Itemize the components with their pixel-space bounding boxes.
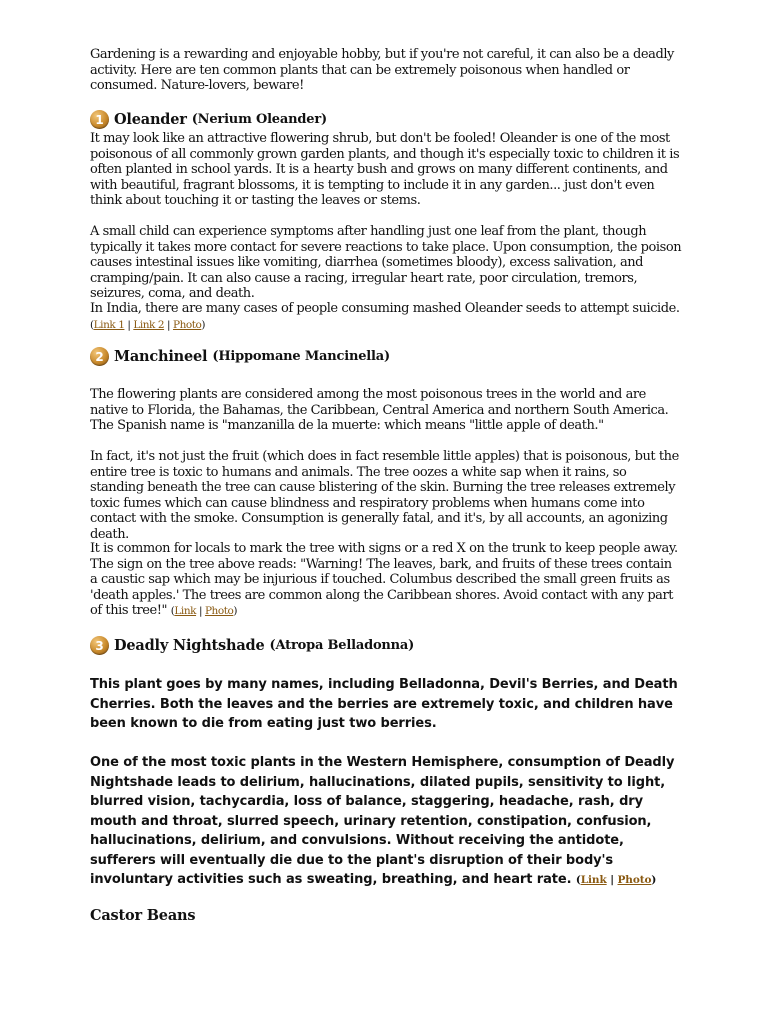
close-paren: ) [201, 318, 206, 331]
intro-paragraph: Gardening is a rewarding and enjoyable hobby, but if you're not careful, it can also be a deadly activity. Here are ten common plants that can be extremely poisonous when handled or consumed. Nature-lovers, beware! [90, 47, 674, 93]
link-separator: | [166, 318, 171, 331]
number-2-icon: 2 [90, 347, 109, 366]
section-heading-oleander [90, 110, 327, 129]
nightshade-paragraph-2-text: One of the most toxic plants in the Western Hemisphere, consumption of Deadly Nightshade leads to delirium, hallucinations, dilated pupils, sensitivity to light, blurred vision, tachycardia, loss of balance, staggering, headache, rash, dry mouth and throat, slurred speech, urinary retention, constipation, confusion, hallucinations, delirium, and convulsions. Without receiving the antidote, sufferers will eventually die due to the plant's disruption of their body's involuntary activities such as sweating, breathing, and heart rate. [90, 755, 675, 887]
oleander-links [90, 319, 205, 331]
link-2[interactable]: Link 2 [133, 318, 165, 331]
photo-link[interactable]: Photo [172, 318, 202, 331]
plant-name: Deadly Nightshade [114, 637, 265, 654]
close-paren: ) [233, 605, 238, 617]
plant-name: Oleander [114, 111, 187, 128]
plant-name: Castor Beans [90, 907, 196, 924]
link-separator: | [127, 318, 131, 331]
manchineel-paragraph-3 [90, 541, 682, 620]
scientific-name: (Atropa Belladonna) [269, 638, 415, 653]
open-paren: ( [90, 318, 94, 331]
manchineel-paragraph-1: The flowering plants are considered among the most poisonous trees in the world and are native to Florida, the Bahamas, the Caribbean, Central America and northern South America. The Spanish name is "manzanilla de la muerte: which means "little apple of death." [90, 387, 669, 433]
link[interactable]: Link [580, 874, 607, 886]
link-separator: | [198, 605, 203, 617]
nightshade-paragraph-1: This plant goes by many names, including Belladonna, Devil's Berries, and Death Cherries. Both the leaves and the berries are extremely toxic, and children have been known to die from eating just two berries. [90, 677, 678, 731]
oleander-paragraph-2: A small child can experience symptoms after handling just one leaf from the plant, though typically it takes more contact for severe reactions to take place. Upon consumption, the poison causes intestinal issues like vomiting, diarrhea (sometimes bloody), excess salivation, and cramping/pain. It can also cause a racing, irregular heart rate, poor circulation, tremors, seizures, coma, and death. [90, 224, 682, 301]
nightshade-paragraph-2 [90, 753, 682, 891]
oleander-paragraph-3 [90, 301, 682, 333]
number-1-icon: 1 [90, 110, 109, 129]
photo-link[interactable]: Photo [204, 605, 234, 617]
manchineel-paragraph-3-text: It is common for locals to mark the tree with signs or a red X on the trunk to keep people away. The sign on the tree above reads: "Warning! The leaves, bark, and fruits of these trees contain a caustic sap which may be injurious if touched. Columbus described the small green fruits as 'death apples.' The trees are common along the Caribbean shores. Avoid contact with any part of this tree!" [90, 541, 678, 618]
section-heading-manchineel [90, 347, 390, 366]
scientific-name: (Hippomane Mancinella) [212, 349, 390, 364]
section-heading-deadly-nightshade [90, 636, 414, 655]
manchineel-links [171, 605, 237, 617]
open-paren: ( [170, 605, 175, 617]
link[interactable]: Link [174, 605, 197, 617]
scientific-name: (Nerium Oleander) [191, 112, 327, 127]
nightshade-links [576, 874, 656, 886]
oleander-paragraph-1: It may look like an attractive flowering shrub, but don't be fooled! Oleander is one of the most poisonous of all commonly grown garden plants, and though it's especially toxic to children it is often planted in school yards. It is a hearty bush and grows on many different continents, and with beautiful, fragrant blossoms, it is tempting to include it in any garden... just don't even think about touching it or tasting the leaves or stems. [90, 131, 680, 208]
section-heading-castor-beans [90, 907, 195, 924]
manchineel-paragraph-2: In fact, it's not just the fruit (which does in fact resemble little apples) that is poisonous, but the entire tree is toxic to humans and animals. The tree oozes a white sap when it rains, so standing beneath the tree can cause blistering of the skin. Burning the tree releases extremely toxic fumes which can cause blindness and respiratory problems when humans come into contact with the smoke. Consumption is generally fatal, and it's, by all accounts, an agonizing death. [90, 449, 679, 542]
close-paren: ) [651, 874, 657, 886]
link-separator: | [610, 874, 614, 886]
number-3-icon: 3 [90, 636, 109, 655]
open-paren: ( [575, 874, 581, 886]
photo-link[interactable]: Photo [617, 874, 652, 886]
oleander-paragraph-3-text: In India, there are many cases of people consuming mashed Oleander seeds to attempt suicide. [90, 301, 680, 316]
plant-name: Manchineel [114, 348, 208, 365]
link-1[interactable]: Link 1 [93, 318, 125, 331]
